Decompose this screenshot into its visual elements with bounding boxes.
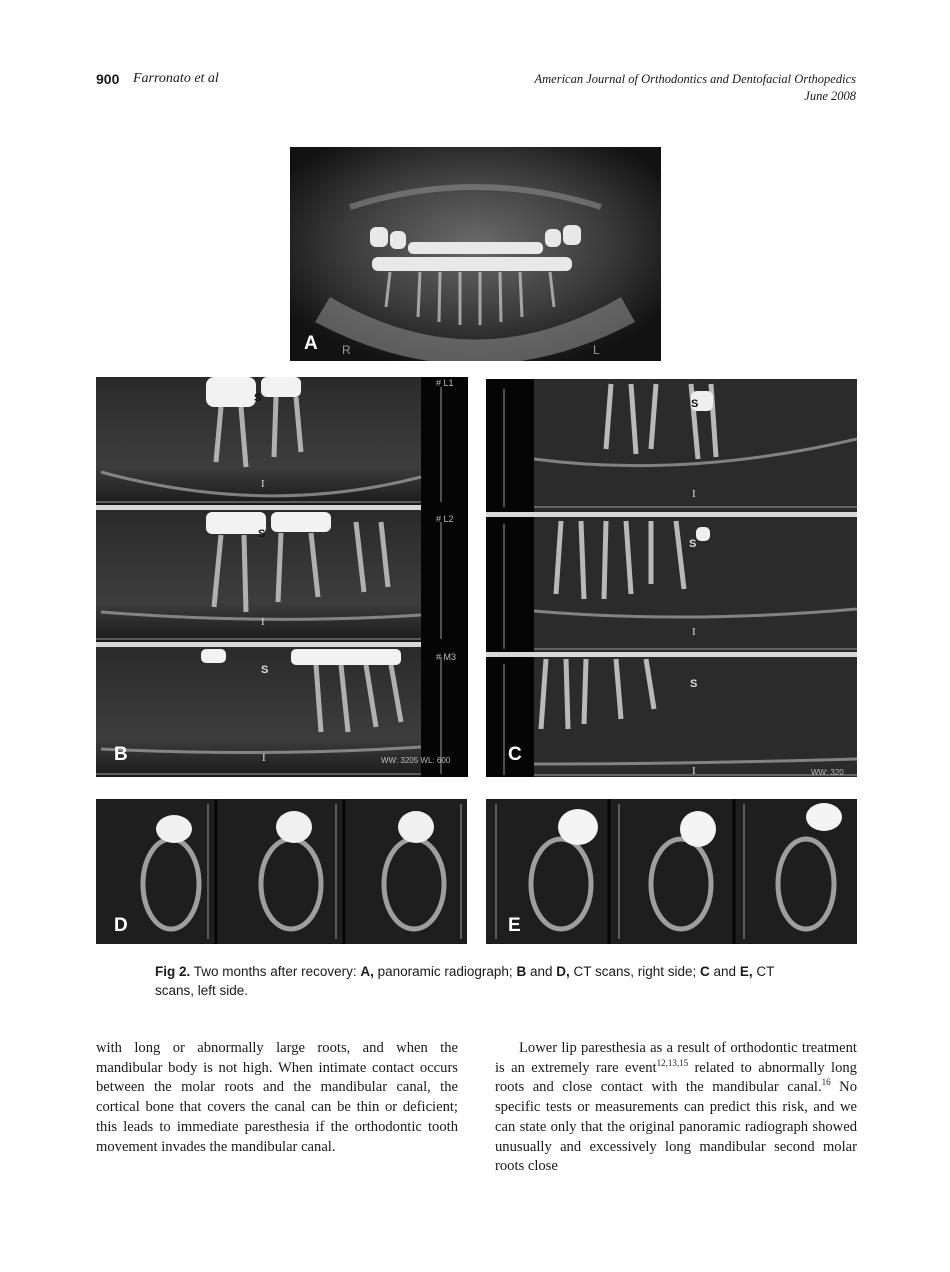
image-label-l: L: [593, 343, 600, 357]
image-label-s: S: [690, 678, 698, 690]
window-level-label-c: WW: 320: [811, 768, 844, 777]
body-paragraph: with long or abnormally large roots, and when the mandibular body is not high. When intimate contact occurs between the molar roots and the mandibular canal, the cortical bone that covers the canal can be thin or deficient; this leads to immediate paresthesia if the orthodontic tooth movement invades the mandibular canal.: [96, 1040, 458, 1155]
caption-panel-ref: E,: [739, 964, 753, 979]
panel-label-c: C: [508, 744, 522, 765]
slice-label-m3: # M3: [436, 652, 457, 662]
caption-text: CT scans, left side.: [155, 964, 775, 998]
caption-panel-ref: C: [700, 964, 710, 979]
caption-panel-ref: D,: [556, 964, 570, 979]
ct-cross-sections-d: [96, 799, 467, 944]
ct-slices-b: [96, 377, 468, 777]
ct-cross-sections-panel-d: [96, 799, 467, 944]
body-column-right: [495, 1039, 857, 1177]
slice-label-l1: # L1: [436, 378, 454, 388]
image-label-i: I: [261, 616, 265, 628]
ct-right-side-panel-b: [96, 377, 468, 777]
panoramic-image: [290, 147, 661, 361]
body-text: related to abnormally long roots and close contact with the mandibular canal.: [495, 1059, 857, 1096]
figure-caption: [155, 962, 815, 1000]
image-label-s: S: [258, 528, 266, 540]
image-label-s: S: [254, 392, 262, 404]
caption-panel-ref: A,: [360, 964, 374, 979]
caption-fig-label: Fig 2.: [155, 964, 191, 979]
body-text: Lower lip paresthesia as a result of orthodontic treatment is an extremely rare event: [495, 1040, 857, 1076]
citation-superscript: 16: [821, 1077, 831, 1088]
caption-text: panoramic radiograph;: [373, 964, 517, 979]
body-paragraph: [495, 1039, 857, 1177]
slice-label-l2: # L2: [436, 514, 454, 524]
citation-superscript: 12,13,15: [656, 1057, 689, 1068]
body-column-left: [96, 1039, 458, 1157]
image-label-i: I: [692, 488, 696, 500]
ct-cross-sections-panel-e: [486, 799, 857, 944]
journal-name: American Journal of Orthodontics and Dentofacial Orthopedics: [534, 72, 856, 86]
body-text: No specific tests or measurements can predict this risk, and we can state only that the original panoramic radiograph showed unusually and excessively long mandibular second molar roots close: [495, 1079, 857, 1175]
page-number: 900: [96, 71, 120, 87]
caption-text: Two months after recovery:: [190, 964, 361, 979]
caption-panel-ref: B: [516, 964, 527, 979]
journal-date: June 2008: [804, 89, 856, 103]
panel-label-e: E: [508, 915, 521, 936]
panoramic-radiograph: [290, 147, 661, 361]
image-label-i: I: [261, 478, 265, 490]
ct-slices-c: [486, 379, 857, 777]
panel-label-a: A: [304, 333, 318, 354]
caption-text: CT scans, right side;: [569, 964, 701, 979]
window-level-label-b: WW: 3205 WL: 600: [381, 756, 451, 765]
ct-left-side-panel-c: [486, 379, 857, 777]
image-label-r: R: [342, 343, 351, 357]
image-label-i: I: [262, 752, 266, 764]
image-label-s: S: [261, 664, 269, 676]
ct-cross-sections-e: [486, 799, 857, 944]
image-label-i: I: [692, 626, 696, 638]
caption-text: and: [709, 964, 740, 979]
running-author: Farronato et al: [133, 71, 219, 86]
panel-label-b: B: [114, 744, 128, 765]
image-label-s: S: [689, 538, 697, 550]
panel-label-d: D: [114, 915, 128, 936]
image-label-i: I: [692, 765, 696, 777]
image-label-s: S: [691, 398, 699, 410]
caption-text: and: [526, 964, 557, 979]
